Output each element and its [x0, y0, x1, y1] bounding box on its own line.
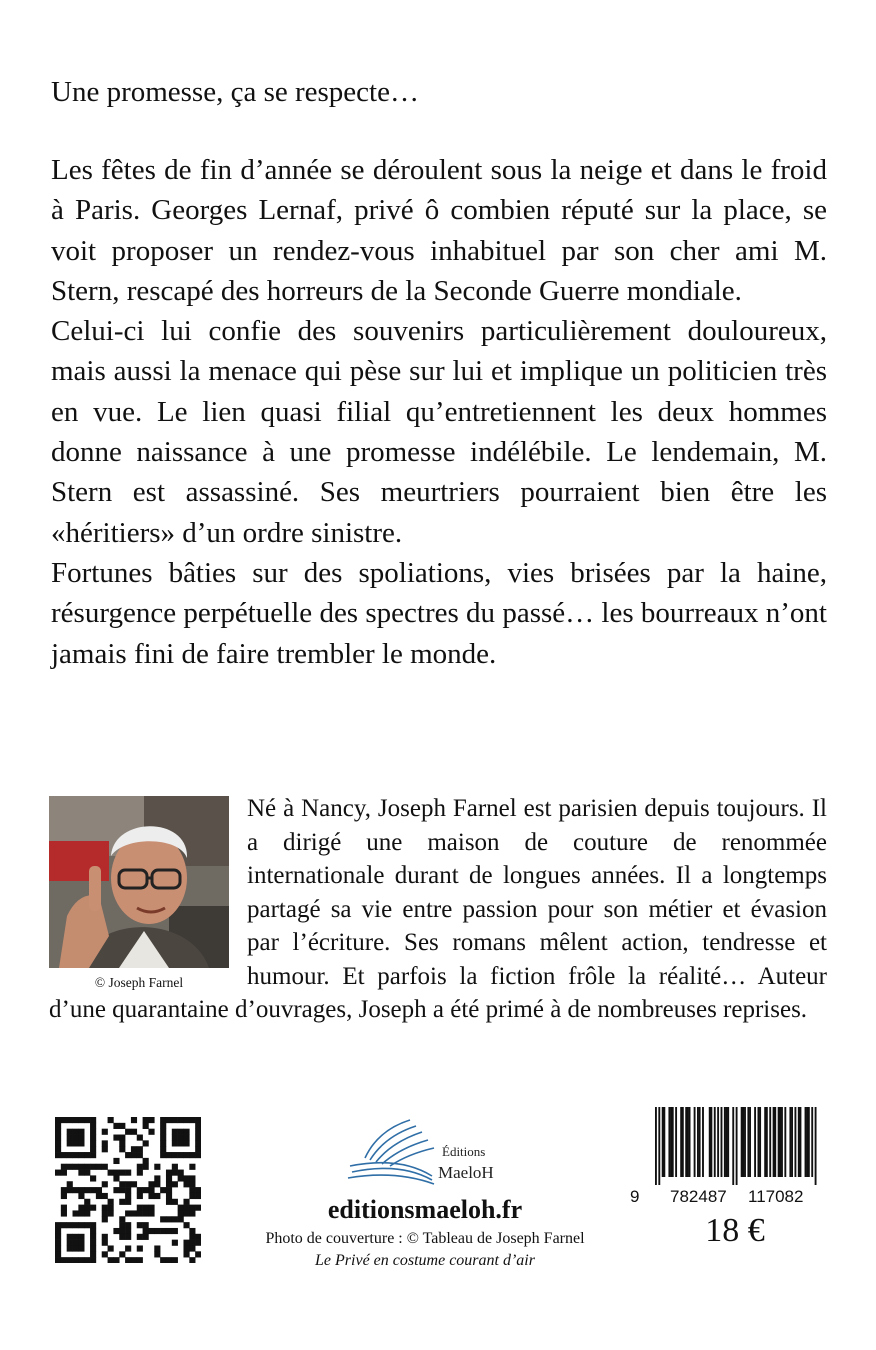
- cover-credit: Photo de couverture : © Tableau de Joseph Farnel: [265, 1230, 585, 1247]
- bio-photo-spacer: [49, 792, 247, 993]
- open-book-logo-icon: [340, 1118, 525, 1196]
- blurb: [51, 150, 827, 674]
- logo-line1: Éditions: [442, 1144, 486, 1159]
- publisher-website[interactable]: editionsmaeloh.fr: [327, 1195, 523, 1224]
- blurb-paragraph: Celui-ci lui confie des souvenirs particulièrement douloureux, mais aussi la menace qui pèse sur lui et implique un politicien très en vue. Le lien quasi filial qu’entretiennent les deux hommes donne naissance à une promesse indélébile. Le lendemain, M. Stern est assassiné. Ses meurtriers pourraient bien être les «héritiers» d’un ordre sinistre.: [51, 315, 827, 549]
- price: 18 €: [705, 1212, 765, 1249]
- author-bio: [49, 792, 827, 1027]
- qr-code-icon: [55, 1117, 201, 1263]
- photo-credit: © Joseph Farnel: [94, 975, 184, 990]
- blurb-paragraph: Les fêtes de fin d’année se déroulent sous la neige et dans le froid à Paris. Georges Lernaf, privé ô combien réputé sur la place, se voit proposer un rendez-vous inhabituel par son cher ami M. Stern, rescapé des horreurs de la Seconde Guerre mondiale.: [51, 154, 827, 307]
- bio-text: Né à Nancy, Joseph Farnel est parisien depuis toujours. Il a dirigé une maison de couture de renommée internationale durant de longues années. Il a longtemps partagé sa vie entre passion pour son métier et évasion par l’écriture. Ses romans mêlent action, tendresse et humour. Et parfois la fiction frôle la réalité… Auteur d’une quarantaine d’ouvrages, Joseph a été primé à de nombreuses reprises.: [49, 795, 827, 1023]
- barcode-icon: [655, 1107, 818, 1185]
- cover-title: Le Privé en costume courant d’air: [315, 1252, 535, 1269]
- blurb-paragraph: Fortunes bâties sur des spoliations, vies brisées par la haine, résurgence perpétuelle des spectres du passé… les bourreaux n’ont jamais fini de faire trembler le monde.: [51, 556, 827, 670]
- isbn-group-1: 782487: [670, 1187, 727, 1206]
- isbn-group-2: 117082: [748, 1187, 804, 1206]
- isbn-lead-digit: 9: [630, 1187, 640, 1206]
- tagline: Une promesse, ça se respecte…: [51, 76, 419, 108]
- logo-line2: MaeloH: [438, 1163, 494, 1182]
